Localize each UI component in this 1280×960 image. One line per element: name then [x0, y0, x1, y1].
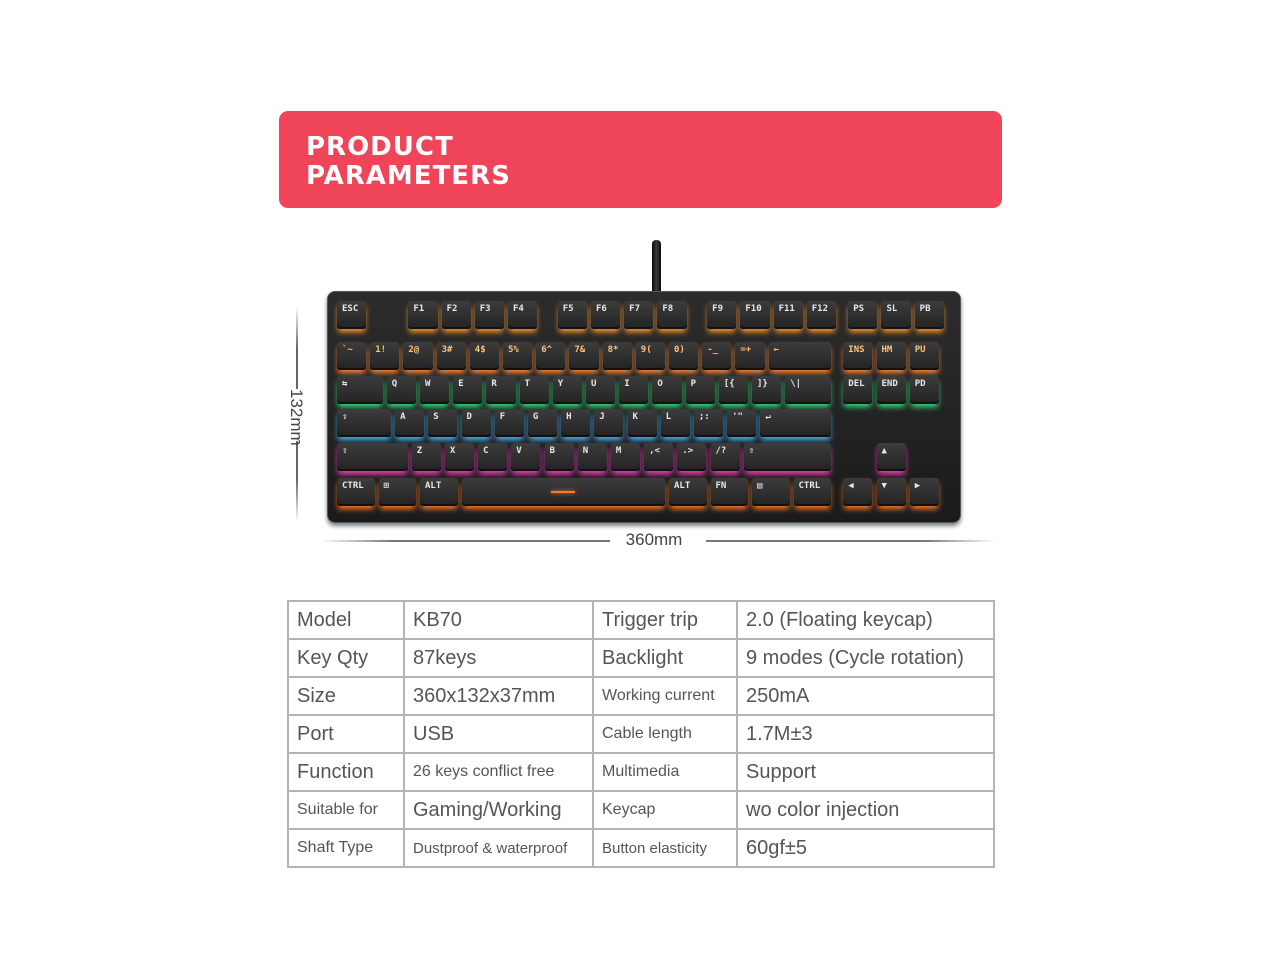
keycap: H: [561, 409, 590, 437]
keycap: 2@: [403, 342, 432, 370]
keycap: INS: [843, 342, 872, 370]
keycap: F6: [591, 301, 620, 329]
keycap: 6^: [536, 342, 565, 370]
keycap: HM: [877, 342, 906, 370]
spec-label: Trigger trip: [593, 601, 737, 639]
keycap: 9(: [636, 342, 665, 370]
keycap: 4$: [470, 342, 499, 370]
keycap: PS: [848, 301, 877, 329]
table-row: [288, 677, 994, 715]
keycap: F4: [508, 301, 537, 329]
keycap: O: [652, 376, 681, 404]
keycap: ⇪: [337, 409, 391, 437]
spec-value: Gaming/Working: [404, 791, 593, 829]
keycap: ALT: [669, 478, 707, 506]
keycap: `~: [337, 342, 366, 370]
keycap: F3: [475, 301, 504, 329]
keycap: F2: [442, 301, 471, 329]
keycap: PB: [915, 301, 944, 329]
keycap: 5%: [503, 342, 532, 370]
banner-title-line2: PARAMETERS: [306, 161, 511, 191]
keycap: 0): [669, 342, 698, 370]
width-dimension-line-right: [706, 540, 996, 542]
spacebar-light: [551, 491, 575, 493]
keycap: X: [445, 443, 474, 471]
spec-label: Suitable for: [288, 791, 404, 829]
keycap: PD: [910, 376, 939, 404]
spec-label: Button elasticity: [593, 829, 737, 867]
keycap: F12: [807, 301, 836, 329]
keycap: N: [578, 443, 607, 471]
keycap: K: [628, 409, 657, 437]
keycap: ;:: [694, 409, 723, 437]
spec-value: Dustproof & waterproof: [404, 829, 593, 867]
keycap: F7: [624, 301, 653, 329]
keycap: F10: [740, 301, 769, 329]
keycap: END: [877, 376, 906, 404]
keycap: ▤: [752, 478, 790, 506]
keycap: 1!: [370, 342, 399, 370]
keycap: D: [462, 409, 491, 437]
keycap: F: [495, 409, 524, 437]
keycap: ,<: [644, 443, 673, 471]
keycap: ⊞: [379, 478, 417, 506]
keycap: [462, 478, 666, 506]
spec-label: Multimedia: [593, 753, 737, 791]
keycap: SL: [881, 301, 910, 329]
keycap: T: [520, 376, 549, 404]
table-row: [288, 639, 994, 677]
spec-label: Shaft Type: [288, 829, 404, 867]
spec-value: 250mA: [737, 677, 994, 715]
keycap: W: [420, 376, 449, 404]
keycap: .>: [677, 443, 706, 471]
keycap: [{: [719, 376, 748, 404]
keycap: F5: [558, 301, 587, 329]
keycap: V: [511, 443, 540, 471]
keycap: L: [661, 409, 690, 437]
keycap: F8: [657, 301, 686, 329]
spec-label: Backlight: [593, 639, 737, 677]
keycap: Y: [553, 376, 582, 404]
keycap: Q: [387, 376, 416, 404]
keyboard-cable: [652, 240, 661, 295]
spec-value: Support: [737, 753, 994, 791]
keycap: ESC: [337, 301, 366, 329]
spec-value: wo color injection: [737, 791, 994, 829]
keycap: C: [478, 443, 507, 471]
spec-value: 87keys: [404, 639, 593, 677]
keycap: ←: [769, 342, 831, 370]
keycap: ▲: [877, 443, 906, 471]
width-dimension-line-left: [320, 540, 610, 542]
keycap: U: [586, 376, 615, 404]
table-row: [288, 715, 994, 753]
keycap: F9: [707, 301, 736, 329]
spec-value: 360x132x37mm: [404, 677, 593, 715]
spec-value: USB: [404, 715, 593, 753]
spec-label: Port: [288, 715, 404, 753]
keycap: ⇧: [337, 443, 408, 471]
keycap: I: [619, 376, 648, 404]
keycap: -_: [702, 342, 731, 370]
keycap: J: [594, 409, 623, 437]
keycap: ]}: [752, 376, 781, 404]
keycap: PU: [910, 342, 939, 370]
keycap: 3#: [437, 342, 466, 370]
spec-value: 26 keys conflict free: [404, 753, 593, 791]
keycap: Z: [412, 443, 441, 471]
keycap: ▶: [910, 478, 939, 506]
keycap: CTRL: [337, 478, 375, 506]
keycap: /?: [711, 443, 740, 471]
keycap: DEL: [843, 376, 872, 404]
height-dimension-label: 132mm: [271, 389, 321, 441]
width-dimension-label: 360mm: [625, 530, 683, 549]
keycap: F11: [774, 301, 803, 329]
spec-value: KB70: [404, 601, 593, 639]
keycap: A: [395, 409, 424, 437]
spec-value: 9 modes (Cycle rotation): [737, 639, 994, 677]
spec-label: Key Qty: [288, 639, 404, 677]
table-row: [288, 753, 994, 791]
keycap: ALT: [420, 478, 458, 506]
keycap: ⇧: [744, 443, 831, 471]
spec-label: Working current: [593, 677, 737, 715]
spec-label: Model: [288, 601, 404, 639]
spec-table: [287, 600, 995, 868]
keycap: ▼: [877, 478, 906, 506]
spec-label: Function: [288, 753, 404, 791]
keycap: ⇆: [337, 376, 383, 404]
keycap: R: [486, 376, 515, 404]
spec-label: Cable length: [593, 715, 737, 753]
keycap: E: [453, 376, 482, 404]
keycap: F1: [408, 301, 437, 329]
spec-value: 60gf±5: [737, 829, 994, 867]
banner-title-line1: PRODUCT: [306, 132, 454, 162]
keycap: ◀: [843, 478, 872, 506]
keycap: G: [528, 409, 557, 437]
keycap: 8*: [603, 342, 632, 370]
keycap: =+: [735, 342, 764, 370]
keycap: B: [545, 443, 574, 471]
keycap: ↵: [760, 409, 831, 437]
spec-value: 1.7M±3: [737, 715, 994, 753]
keycap: \|: [785, 376, 831, 404]
keycap: CTRL: [794, 478, 832, 506]
keycap: M: [611, 443, 640, 471]
keycap: FN: [711, 478, 749, 506]
keycap: 7&: [569, 342, 598, 370]
table-row: [288, 829, 994, 867]
keycap: '": [727, 409, 756, 437]
title-banner: [279, 111, 1002, 208]
keycap: P: [686, 376, 715, 404]
spec-label: Keycap: [593, 791, 737, 829]
table-row: [288, 791, 994, 829]
keyboard-image: [327, 291, 961, 523]
spec-label: Size: [288, 677, 404, 715]
spec-value: 2.0 (Floating keycap): [737, 601, 994, 639]
keycap: S: [428, 409, 457, 437]
table-row: [288, 601, 994, 639]
